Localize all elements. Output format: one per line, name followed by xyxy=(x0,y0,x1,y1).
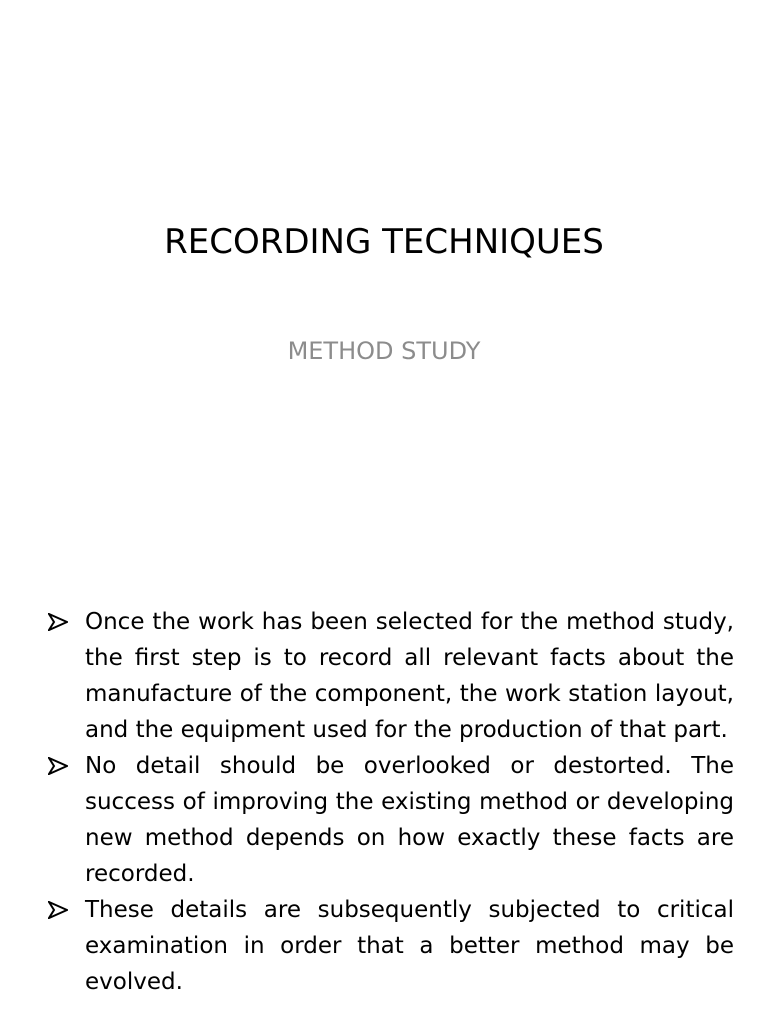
bullet-item xyxy=(46,604,734,748)
arrowhead-bullet-icon xyxy=(46,604,76,640)
slide-subtitle: METHOD STUDY xyxy=(287,337,481,365)
bullet-list xyxy=(46,604,734,1000)
arrowhead-bullet-icon xyxy=(46,892,76,928)
bullet-item xyxy=(46,748,734,892)
bullet-item xyxy=(46,892,734,1000)
slide-title: RECORDING TECHNIQUES xyxy=(164,222,604,262)
arrowhead-bullet-icon xyxy=(46,748,76,784)
bullet-text: No detail should be overlooked or destorted. The success of improving the existing method or developing new method depends on how exactly these facts are recorded. xyxy=(85,753,734,887)
bullet-text: Once the work has been selected for the method study, the first step is to record all relevant facts about the manufacture of the component, the work station layout, and the equipment used for the production of that part. xyxy=(85,609,734,743)
bullet-text: These details are subsequently subjected to critical examination in order that a better method may be evolved. xyxy=(85,897,734,995)
